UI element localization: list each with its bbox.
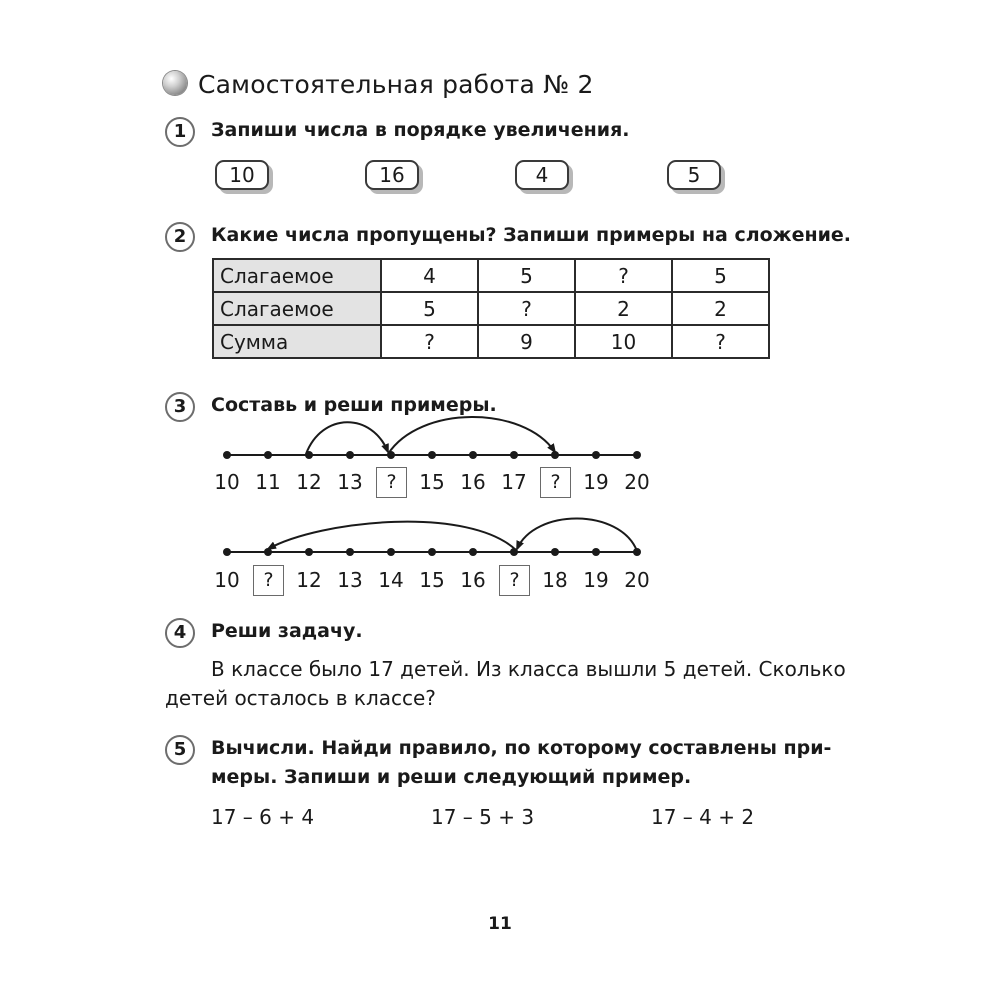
number-line-label: 18 — [542, 568, 568, 592]
missing-number-box: ? — [253, 565, 284, 596]
number-line-label: 19 — [583, 470, 609, 494]
number-line-point — [387, 451, 395, 459]
task-2-title: Какие числа пропущены? Запиши примеры на сложение. — [211, 224, 852, 246]
number-line-label: 15 — [419, 470, 445, 494]
number-line-label: 13 — [337, 568, 363, 592]
table-cell: 5 — [478, 259, 575, 292]
row-label: Сумма — [213, 325, 381, 358]
example-expression: 17 – 6 + 4 — [211, 805, 315, 829]
jump-arrow — [268, 522, 517, 551]
number-line-point — [223, 451, 231, 459]
number-box: 16 — [365, 160, 419, 190]
table-row — [213, 325, 769, 358]
table-cell: 10 — [575, 325, 672, 358]
row-label: Слагаемое — [213, 292, 381, 325]
number-line-point — [469, 451, 477, 459]
task-1-number: 1 — [165, 117, 195, 147]
number-line-label: 11 — [255, 470, 281, 494]
number-line-point — [346, 548, 354, 556]
number-line-point — [551, 451, 559, 459]
table-cell: ? — [575, 259, 672, 292]
number-line-point — [510, 451, 518, 459]
missing-number-box: ? — [376, 467, 407, 498]
number-line-label: 13 — [337, 470, 363, 494]
table-row — [213, 292, 769, 325]
missing-number-box: ? — [499, 565, 530, 596]
number-line-point — [264, 451, 272, 459]
missing-number-box: ? — [540, 467, 571, 498]
number-line-ticks — [223, 451, 641, 459]
number-line-point — [551, 548, 559, 556]
number-line-point — [592, 548, 600, 556]
number-line-label: 20 — [624, 568, 650, 592]
table-row — [213, 259, 769, 292]
number-line-label: 16 — [460, 470, 486, 494]
number-line-point — [633, 451, 641, 459]
jump-arrow — [388, 417, 555, 454]
table-cell: 2 — [672, 292, 769, 325]
row-label: Слагаемое — [213, 259, 381, 292]
number-line-point — [633, 548, 641, 556]
problem-text-line-1: В классе было 17 детей. Из класса вышли 5 детей. Сколько — [211, 657, 846, 681]
number-line-point — [428, 548, 436, 556]
table-cell: 2 — [575, 292, 672, 325]
number-box: 5 — [667, 160, 721, 190]
task-1-title: Запиши числа в порядке увеличения. — [211, 119, 630, 141]
number-line-point — [387, 548, 395, 556]
number-line-point — [223, 548, 231, 556]
table-cell: ? — [478, 292, 575, 325]
number-line-label: 16 — [460, 568, 486, 592]
table-cell: 5 — [381, 292, 478, 325]
number-line-label: 17 — [501, 470, 527, 494]
task-5-title-line-2: меры. Запиши и реши следующий пример. — [211, 766, 692, 788]
problem-text-line-2: детей осталось в классе? — [165, 686, 436, 710]
number-line-label: 12 — [296, 470, 322, 494]
number-line-point — [264, 548, 272, 556]
table-cell: 5 — [672, 259, 769, 292]
page-title: Самостоятельная работа № 2 — [198, 70, 594, 99]
number-line-point — [510, 548, 518, 556]
table-cell: ? — [381, 325, 478, 358]
task-2-number: 2 — [165, 222, 195, 252]
number-line-label: 19 — [583, 568, 609, 592]
page-number: 11 — [488, 914, 512, 934]
jump-arrow — [517, 518, 637, 551]
number-box: 10 — [215, 160, 269, 190]
number-line-point — [592, 451, 600, 459]
task-3-number: 3 — [165, 392, 195, 422]
number-line-ticks — [223, 548, 641, 556]
number-line-label: 20 — [624, 470, 650, 494]
task-5-title-line-1: Вычисли. Найди правило, по которому составлены при- — [211, 737, 832, 759]
jump-arrow — [306, 422, 388, 454]
addition-table — [212, 258, 770, 359]
task-4-number: 4 — [165, 618, 195, 648]
task-3-title: Составь и реши примеры. — [211, 394, 497, 416]
number-box: 4 — [515, 160, 569, 190]
table-cell: 4 — [381, 259, 478, 292]
number-line-point — [469, 548, 477, 556]
number-line-point — [428, 451, 436, 459]
number-line-label: 15 — [419, 568, 445, 592]
title-bullet-icon — [163, 71, 187, 95]
example-expression: 17 – 4 + 2 — [651, 805, 755, 829]
number-line-point — [305, 451, 313, 459]
task-4-title: Реши задачу. — [211, 620, 363, 642]
number-line-point — [346, 451, 354, 459]
table-cell: 9 — [478, 325, 575, 358]
number-line-label: 10 — [214, 568, 240, 592]
table-cell: ? — [672, 325, 769, 358]
number-line-label: 10 — [214, 470, 240, 494]
example-expression: 17 – 5 + 3 — [431, 805, 535, 829]
number-line-label: 14 — [378, 568, 404, 592]
number-line-point — [305, 548, 313, 556]
task-5-number: 5 — [165, 735, 195, 765]
number-line-label: 12 — [296, 568, 322, 592]
